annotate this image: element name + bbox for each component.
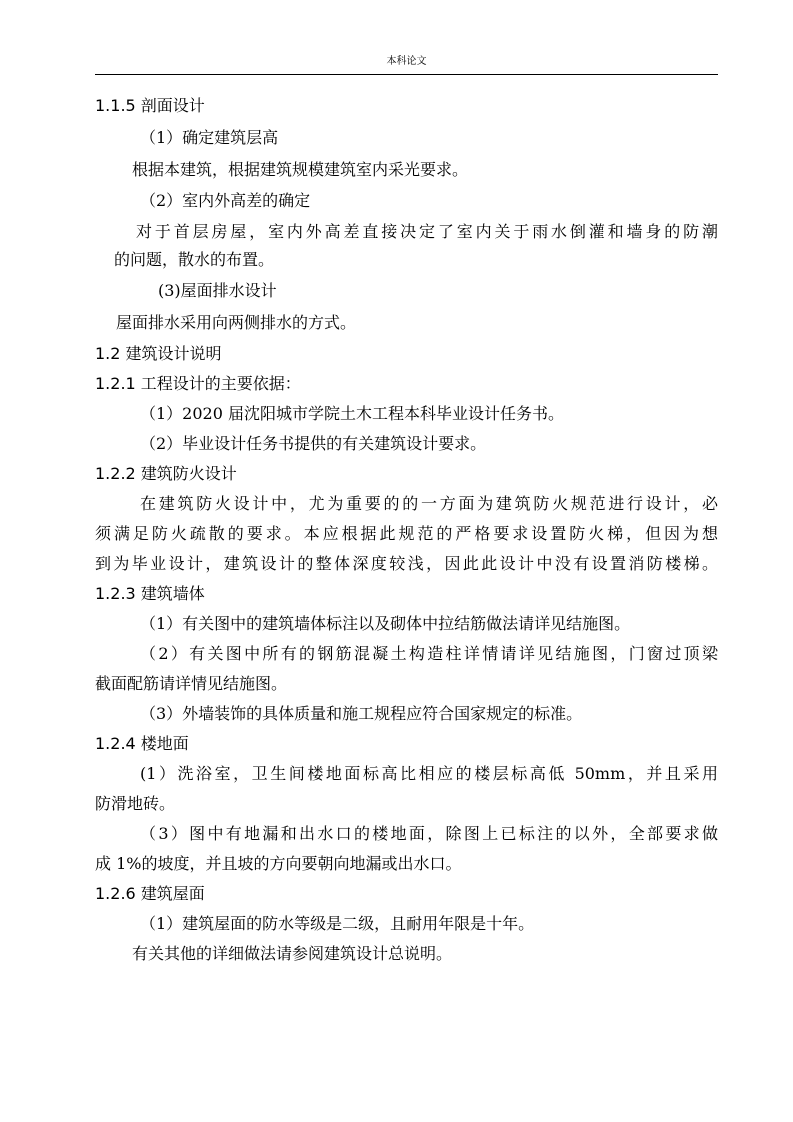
page-header bbox=[95, 56, 718, 75]
list-item-height-difference: （2）室内外高差的确定 bbox=[140, 191, 311, 210]
paragraph-fire-design-line1: 在建筑防火设计中，尤为重要的的一方面为建筑防火规范进行设计，必 bbox=[140, 494, 718, 513]
list-item-exterior-decoration: （3）外墙装饰的具体质量和施工规程应符合国家规定的标准。 bbox=[140, 704, 583, 723]
section-heading-1-2: 1.2 建筑设计说明 bbox=[95, 344, 222, 363]
paragraph-fire-design-line3: 到为毕业设计，建筑设计的整体深度较浅，因此此设计中没有设置消防楼梯。 bbox=[95, 554, 718, 573]
list-item-wall-annotation: （1）有关图中的建筑墙体标注以及砌体中拉结筋做法请详见结施图。 bbox=[140, 614, 631, 633]
list-item-concrete-columns-line1: （2）有关图中所有的钢筋混凝土构造柱详情请详见结施图，门窗过顶梁 bbox=[140, 644, 718, 663]
section-heading-1-2-6: 1.2.6 建筑屋面 bbox=[95, 884, 205, 903]
list-item-floor-drain-line1: （3）图中有地漏和出水口的楼地面，除图上已标注的以外，全部要求做 bbox=[140, 824, 718, 843]
paragraph-height-difference-line2: 的问题，散水的布置。 bbox=[114, 250, 275, 269]
section-heading-1-2-1: 1.2.1 工程设计的主要依据： bbox=[95, 374, 301, 393]
list-item-bathroom-floor-line2: 防滑地砖。 bbox=[95, 794, 176, 813]
list-item-roof-waterproofing: （1）建筑屋面的防水等级是二级，且耐用年限是十年。 bbox=[140, 914, 535, 933]
section-heading-1-2-3: 1.2.3 建筑墙体 bbox=[95, 584, 205, 603]
list-item-concrete-columns-line2: 截面配筋请详情见结施图。 bbox=[95, 674, 288, 693]
header-title: 本科论文 bbox=[386, 56, 427, 67]
paragraph-lighting: 根据本建筑，根据建筑规模建筑室内采光要求。 bbox=[132, 160, 469, 179]
paragraph-fire-design-line2: 须满足防火疏散的要求。本应根据此规范的严格要求设置防火梯，但因为想 bbox=[95, 524, 718, 543]
section-heading-1-1-5: 1.1.5 剖面设计 bbox=[95, 96, 205, 115]
list-item-building-floor-height: （1）确定建筑层高 bbox=[140, 128, 279, 147]
paragraph-general-notes: 有关其他的详细做法请参阅建筑设计总说明。 bbox=[132, 944, 453, 963]
list-item-design-requirements: （2）毕业设计任务书提供的有关建筑设计要求。 bbox=[140, 434, 487, 453]
paragraph-height-difference-line1: 对于首层房屋，室内外高差直接决定了室内关于雨水倒灌和墙身的防潮 bbox=[136, 222, 718, 241]
section-heading-1-2-2: 1.2.2 建筑防火设计 bbox=[95, 464, 237, 483]
list-item-floor-drain-line2: 成 1%的坡度，并且坡的方向要朝向地漏或出水口。 bbox=[95, 854, 462, 873]
list-item-bathroom-floor-line1: (1）洗浴室，卫生间楼地面标高比相应的楼层标高低 50mm，并且采用 bbox=[140, 764, 718, 783]
paragraph-roof-drainage: 屋面排水采用向两侧排水的方式。 bbox=[116, 313, 357, 332]
list-item-design-task-book: （1）2020 届沈阳城市学院土木工程本科毕业设计任务书。 bbox=[140, 404, 564, 423]
section-heading-1-2-4: 1.2.4 楼地面 bbox=[95, 734, 189, 753]
list-item-roof-drainage: (3)屋面排水设计 bbox=[158, 281, 277, 300]
